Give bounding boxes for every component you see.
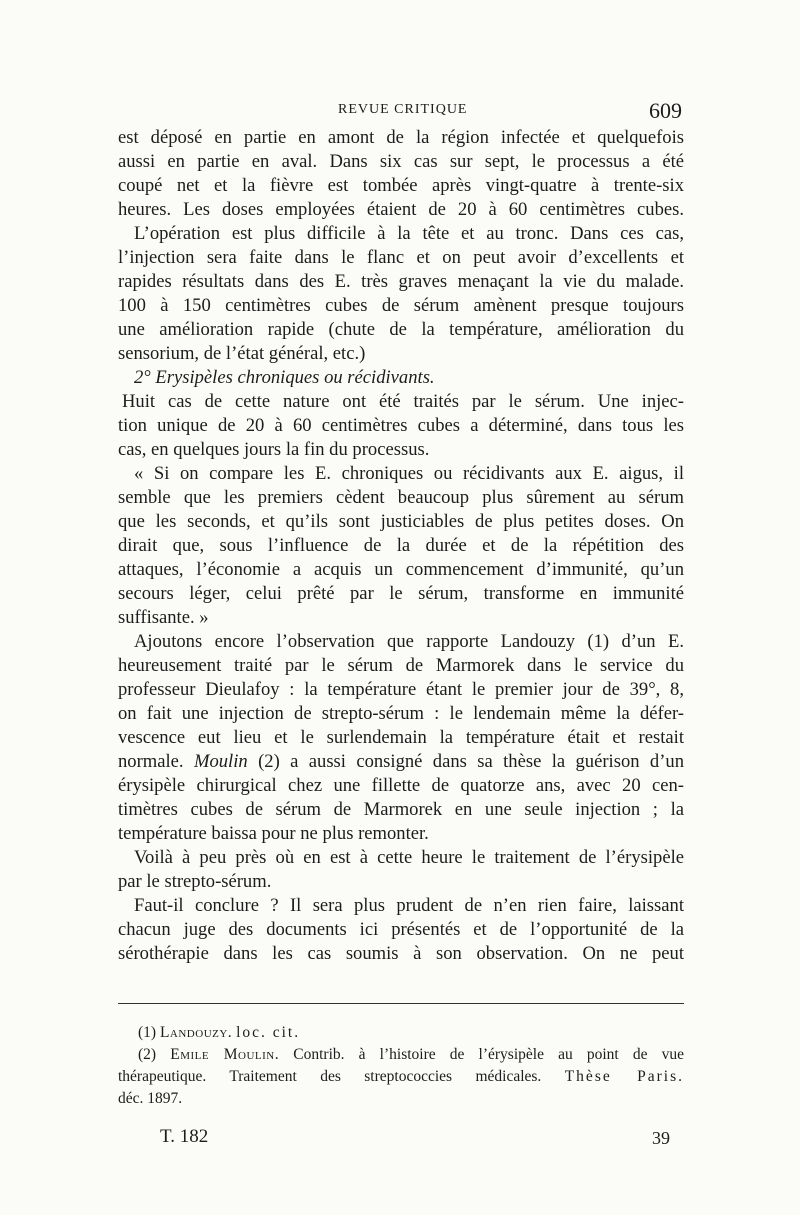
footnote-author: Landouzy.	[159, 1024, 233, 1041]
footnote-rule	[118, 1003, 684, 1004]
footnote-2-cont	[118, 1066, 684, 1088]
text-line: sérothérapie dans les cas soumis à son observation. On ne peut	[118, 943, 684, 964]
text-line: semble que les premiers cèdent beaucoup plus sûrement au sérum	[118, 487, 684, 508]
footnote-text: Contrib. à l’histoire de l’érysipèle au point de vue	[293, 1046, 685, 1063]
footnote-text: loc. cit.	[236, 1024, 301, 1041]
text-line: Huit cas de cette nature ont été traités par le sérum. Une injec-	[122, 391, 684, 412]
text-line: timètres cubes de sérum de Marmorek en une seule injection ; la	[118, 799, 684, 820]
text-line: rapides résultats dans des E. très graves menaçant la vie du malade.	[118, 271, 684, 292]
section-heading-text: 2° Erysipèles chroniques ou récidivants.	[134, 367, 435, 388]
text-line: dirait que, sous l’influence de la durée et de la répétition des	[118, 535, 684, 556]
footnote-marker: (2)	[138, 1046, 157, 1063]
text-line: aussi en partie en aval. Dans six cas sur sept, le processus a été	[118, 151, 684, 172]
text-line: Voilà à peu près où en est à cette heure le traitement de l’érysipèle	[134, 847, 684, 868]
text-line: érysipèle chirurgical chez une fillette de quatorze ans, avec 20 cen-	[118, 775, 684, 796]
text-line: coupé net et la fièvre est tombée après vingt-quatre à trente-six	[118, 175, 684, 196]
footnote-author: Emile Moulin.	[170, 1046, 280, 1063]
text-line: est déposé en partie en amont de la région infectée et quelquefois	[118, 127, 684, 148]
text-line: « Si on compare les E. chroniques ou récidivants aux E. aigus, il	[134, 463, 684, 484]
text-line: vescence eut lieu et le surlendemain la température était et restait	[118, 727, 684, 748]
page-number: 609	[649, 98, 682, 123]
text-line: Faut-il conclure ? Il sera plus prudent de n’en rien faire, laissant	[134, 895, 684, 916]
text-line: l’injection sera faite dans le flanc et on peut avoir d’excellents et	[118, 247, 684, 268]
text-line: suffisante. »	[118, 607, 209, 628]
text-line: par le strepto-sérum.	[118, 871, 272, 892]
running-title: REVUE CRITIQUE	[338, 102, 468, 117]
text-line: on fait une injection de strepto-sérum : le lendemain même la défer-	[118, 703, 684, 724]
text-line: tion unique de 20 à 60 centimètres cubes a déterminé, dans tous les	[118, 415, 684, 436]
section-heading	[118, 366, 684, 390]
footnote-2	[118, 1044, 684, 1066]
text-line: L’opération est plus difficile à la tête et au tronc. Dans ces cas,	[134, 223, 684, 244]
text-line: cas, en quelques jours la fin du processus.	[118, 439, 430, 460]
text-line: une amélioration rapide (chute de la température, amélioration du	[118, 319, 684, 340]
text-line: que les seconds, et qu’ils sont justiciables de plus petites doses. On	[118, 511, 684, 532]
text-line: heures. Les doses employées étaient de 20 à 60 centimètres cubes.	[118, 199, 684, 220]
body-text	[118, 126, 684, 966]
footnote-marker: (1)	[138, 1024, 157, 1041]
text-line-mixed	[118, 750, 684, 774]
text-segment: (2) a aussi consigné dans sa thèse la guérison d’un	[258, 751, 684, 772]
signature-mark: T. 182	[160, 1126, 209, 1147]
text-line: attaques, l’économie a acquis un commencement d’immunité, qu’un	[118, 559, 684, 580]
text-segment: normale.	[118, 751, 184, 772]
author-name: Moulin	[193, 751, 248, 772]
text-line: chacun juge des documents ici présentés et de l’opportunité de la	[118, 919, 684, 940]
text-line: 100 à 150 centimètres cubes de sérum amènent presque toujours	[118, 295, 684, 316]
text-line: professeur Dieulafoy : la température étant le premier jour de 39°, 8,	[118, 679, 684, 700]
text-line: heureusement traité par le sérum de Marmorek dans le service du	[118, 655, 684, 676]
sheet-number: 39	[652, 1128, 670, 1148]
footnotes	[118, 1022, 684, 1110]
text-line: sensorium, de l’état général, etc.)	[118, 343, 366, 364]
text-line: Ajoutons encore l’observation que rapporte Landouzy (1) d’un E.	[134, 631, 684, 652]
running-header	[118, 98, 682, 126]
footnote-2-end: déc. 1897.	[118, 1090, 183, 1107]
footnote-text: thérapeutique. Traitement des streptococcies médicales.	[118, 1068, 542, 1085]
text-line: température baissa pour ne plus remonter.	[118, 823, 429, 844]
text-line: secours léger, celui prêté par le sérum, transforme en immunité	[118, 583, 684, 604]
footnote-1	[118, 1022, 684, 1044]
footnote-text: Thèse Paris.	[564, 1068, 685, 1085]
